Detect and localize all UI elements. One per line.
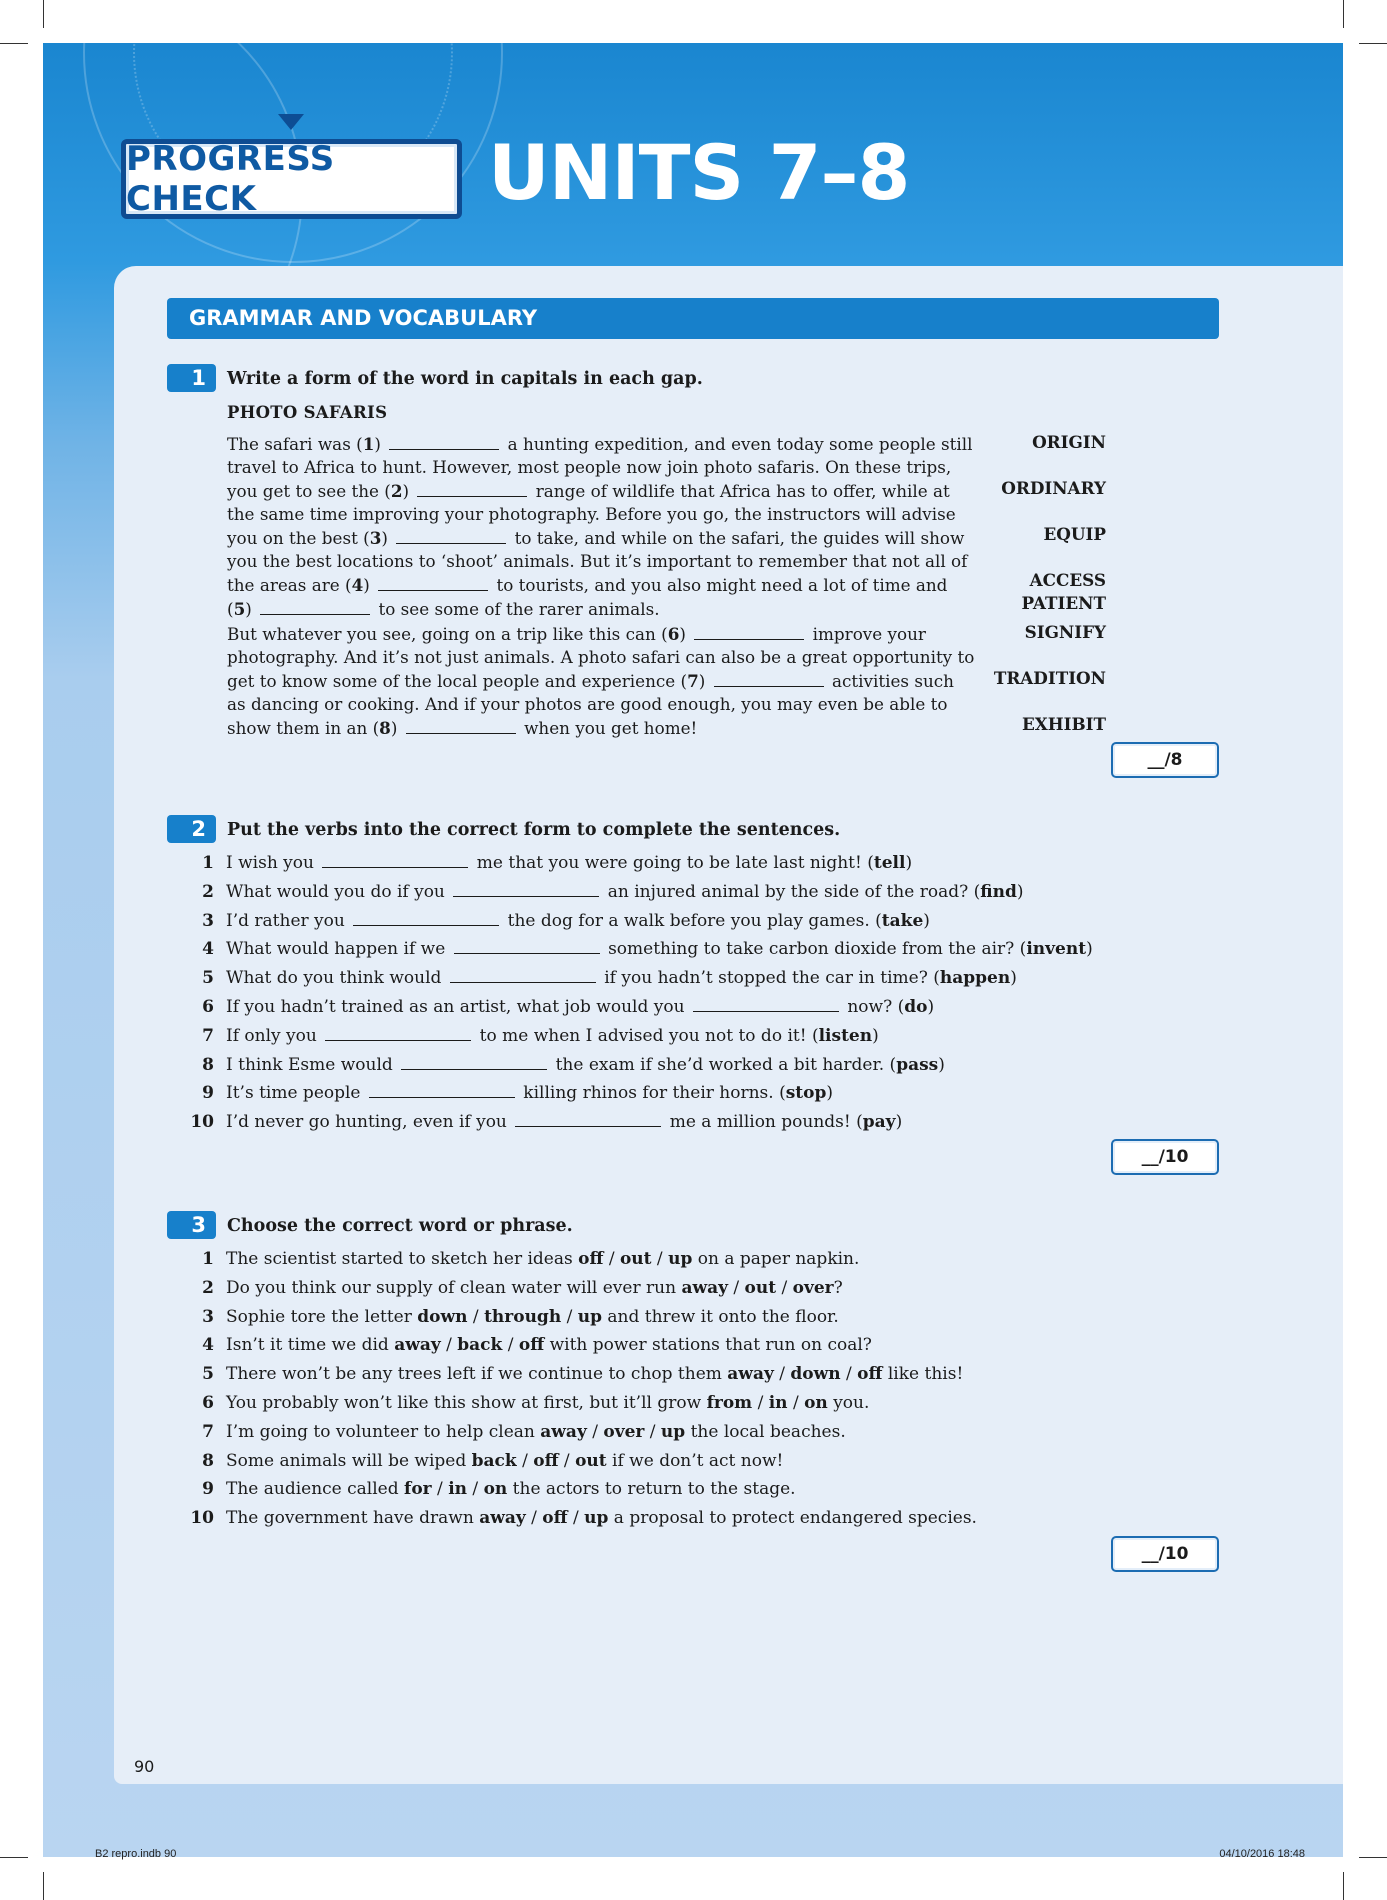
capitals-word: ORIGIN: [1032, 432, 1106, 452]
gap-input[interactable]: [396, 526, 506, 544]
page-title: UNITS 7–8: [488, 128, 910, 217]
sentence-list: [180, 849, 1093, 1137]
list-item: 3 Sophie tore the letter down / through / up and threw it onto the floor.: [202, 1306, 839, 1327]
gap-input[interactable]: [401, 1052, 547, 1070]
option[interactable]: away: [727, 1364, 774, 1385]
option[interactable]: away: [681, 1277, 728, 1298]
option[interactable]: up: [660, 1421, 686, 1442]
gap-input[interactable]: [714, 669, 824, 687]
option[interactable]: off: [518, 1335, 545, 1356]
gap-input[interactable]: [406, 716, 516, 734]
option[interactable]: for: [404, 1479, 432, 1500]
section-header: [167, 298, 1219, 339]
capitals-word: TRADITION: [993, 668, 1106, 688]
option[interactable]: off: [533, 1450, 559, 1471]
list-item: 5 What do you think would if you hadn’t stopped the car in time? (happen): [180, 964, 1093, 993]
gap-input[interactable]: [389, 432, 499, 450]
option[interactable]: in: [768, 1392, 788, 1413]
list-item: 7 If only you to me when I advised you not to do it! (listen): [180, 1022, 1093, 1051]
option[interactable]: down: [790, 1364, 841, 1385]
list-item: 6 If you hadn’t trained as an artist, what job would you now? (do): [180, 993, 1093, 1022]
option[interactable]: off: [578, 1249, 604, 1269]
crop-mark: [1343, 0, 1344, 28]
section-title: GRAMMAR AND VOCABULARY: [189, 306, 538, 330]
exercise-number: 1: [167, 364, 216, 392]
list-item: 2 Do you think our supply of clean water will ever run away / out / over?: [202, 1277, 843, 1298]
capitals-word: EQUIP: [1043, 524, 1106, 544]
score-box[interactable]: __/10: [1111, 1536, 1219, 1572]
score-box[interactable]: __/10: [1111, 1139, 1219, 1175]
crop-mark: [0, 1857, 28, 1858]
capitals-word: ACCESS: [1029, 570, 1106, 590]
capitals-word: PATIENT: [1021, 593, 1106, 613]
print-date: 04/10/2016 18:48: [1219, 1848, 1305, 1860]
score-box[interactable]: __/8: [1111, 742, 1219, 778]
gap-input[interactable]: [454, 936, 600, 954]
option[interactable]: out: [744, 1277, 777, 1298]
list-item: 10 The government have drawn away / off / up a proposal to protect endangered species.: [190, 1508, 977, 1529]
option[interactable]: back: [471, 1450, 517, 1471]
gap-input[interactable]: [353, 908, 499, 926]
option[interactable]: away: [479, 1508, 526, 1529]
passage-paragraph: The safari was (1) a hunting expedition, and even today some people still travel to Africa to hunt. However, most people now join photo safaris. On these trips, you get to see the (2) range of wildlife that Africa has to offer, while at the same time improving your photography. Before you go, the instructors will advise you on the best (3) to take, and while on the safari, the guides will show you the best locations to ‘shoot’ animals. But it’s important to remember that not all of the areas are (4) to tourists, and you also might need a lot of time and (5) to see some of the rarer animals.: [227, 434, 973, 619]
option[interactable]: through: [484, 1306, 562, 1327]
option[interactable]: off: [542, 1508, 568, 1529]
option[interactable]: back: [457, 1335, 503, 1356]
option[interactable]: off: [857, 1364, 883, 1385]
list-item: 1 I wish you me that you were going to be late last night! (tell): [180, 849, 1093, 878]
option[interactable]: in: [448, 1479, 468, 1500]
gap-input[interactable]: [417, 479, 527, 497]
list-item: 9 The audience called for / in / on the actors to return to the stage.: [202, 1479, 796, 1500]
progress-check-badge: [121, 139, 462, 219]
capitals-word: ORDINARY: [1001, 478, 1106, 498]
option[interactable]: on: [804, 1392, 828, 1413]
list-item: 1 The scientist started to sketch her ideas off / out / up on a paper napkin.: [202, 1249, 860, 1269]
option[interactable]: over: [603, 1421, 645, 1442]
list-item: 9 It’s time people killing rhinos for their horns. (stop): [180, 1079, 1093, 1108]
exercise-instruction: Choose the correct word or phrase.: [227, 1216, 573, 1236]
gap-input[interactable]: [378, 573, 488, 591]
crop-mark: [1359, 43, 1387, 44]
gap-input[interactable]: [450, 965, 596, 983]
gap-input[interactable]: [260, 597, 370, 615]
triangle-marker-icon: [278, 114, 304, 130]
gap-input[interactable]: [453, 879, 599, 897]
crop-mark: [1359, 1857, 1387, 1858]
list-item: 2 What would you do if you an injured animal by the side of the road? (find): [180, 878, 1093, 907]
exercise-instruction: Write a form of the word in capitals in each gap.: [227, 369, 703, 389]
list-item: 4 What would happen if we something to take carbon dioxide from the air? (invent): [180, 935, 1093, 964]
choice-list: [180, 1245, 977, 1533]
capitals-word: EXHIBIT: [1021, 714, 1106, 734]
option[interactable]: out: [575, 1450, 607, 1471]
option[interactable]: over: [792, 1277, 834, 1298]
list-item: 3 I’d rather you the dog for a walk before you play games. (take): [180, 907, 1093, 936]
exercise-number: 2: [167, 815, 216, 843]
passage-title: PHOTO SAFARIS: [227, 403, 388, 422]
print-slug: B2 repro.indb 90: [95, 1848, 177, 1860]
gap-input[interactable]: [325, 1023, 471, 1041]
option[interactable]: up: [668, 1249, 693, 1269]
gap-input[interactable]: [322, 850, 468, 868]
list-item: 5 There won’t be any trees left if we continue to chop them away / down / off like this!: [202, 1364, 964, 1385]
option[interactable]: up: [577, 1306, 602, 1327]
list-item: 6 You probably won’t like this show at first, but it’ll grow from / in / on you.: [202, 1392, 870, 1413]
list-item: 4 Isn’t it time we did away / back / off with power stations that run on coal?: [202, 1335, 872, 1356]
list-item: 8 Some animals will be wiped back / off / out if we don’t act now!: [202, 1450, 784, 1471]
gap-input[interactable]: [369, 1080, 515, 1098]
page-number: 90: [134, 1757, 155, 1776]
gap-input[interactable]: [515, 1109, 661, 1127]
gap-input[interactable]: [693, 994, 839, 1012]
capitals-word: SIGNIFY: [1024, 622, 1106, 642]
list-item: 10 I’d never go hunting, even if you me a million pounds! (pay): [180, 1108, 1093, 1137]
exercise-number: 3: [167, 1211, 216, 1239]
option[interactable]: from: [706, 1392, 753, 1413]
option[interactable]: out: [619, 1249, 652, 1269]
passage-paragraph: But whatever you see, going on a trip like this can (6) improve your photography. And it’s not just animals. A photo safari can also be a great opportunity to get to know some of the local people and experience (7) activities such as dancing or cooking. And if your photos are good enough, you may even be able to show them in an (8) when you get home!: [227, 624, 975, 738]
crop-mark: [43, 1872, 44, 1900]
crop-mark: [1343, 1872, 1344, 1900]
crop-mark: [43, 0, 44, 28]
list-item: 7 I’m going to volunteer to help clean away / over / up the local beaches.: [202, 1421, 846, 1442]
option[interactable]: on: [483, 1479, 508, 1500]
crop-mark: [0, 43, 28, 44]
exercise-instruction: Put the verbs into the correct form to complete the sentences.: [227, 820, 841, 840]
option[interactable]: up: [584, 1508, 609, 1529]
list-item: 8 I think Esme would the exam if she’d worked a bit harder. (pass): [180, 1051, 1093, 1080]
option[interactable]: away: [394, 1335, 441, 1356]
option[interactable]: down: [417, 1306, 468, 1327]
gap-input[interactable]: [694, 622, 804, 640]
option[interactable]: away: [540, 1421, 587, 1442]
badge-label: PROGRESS CHECK: [126, 139, 335, 219]
